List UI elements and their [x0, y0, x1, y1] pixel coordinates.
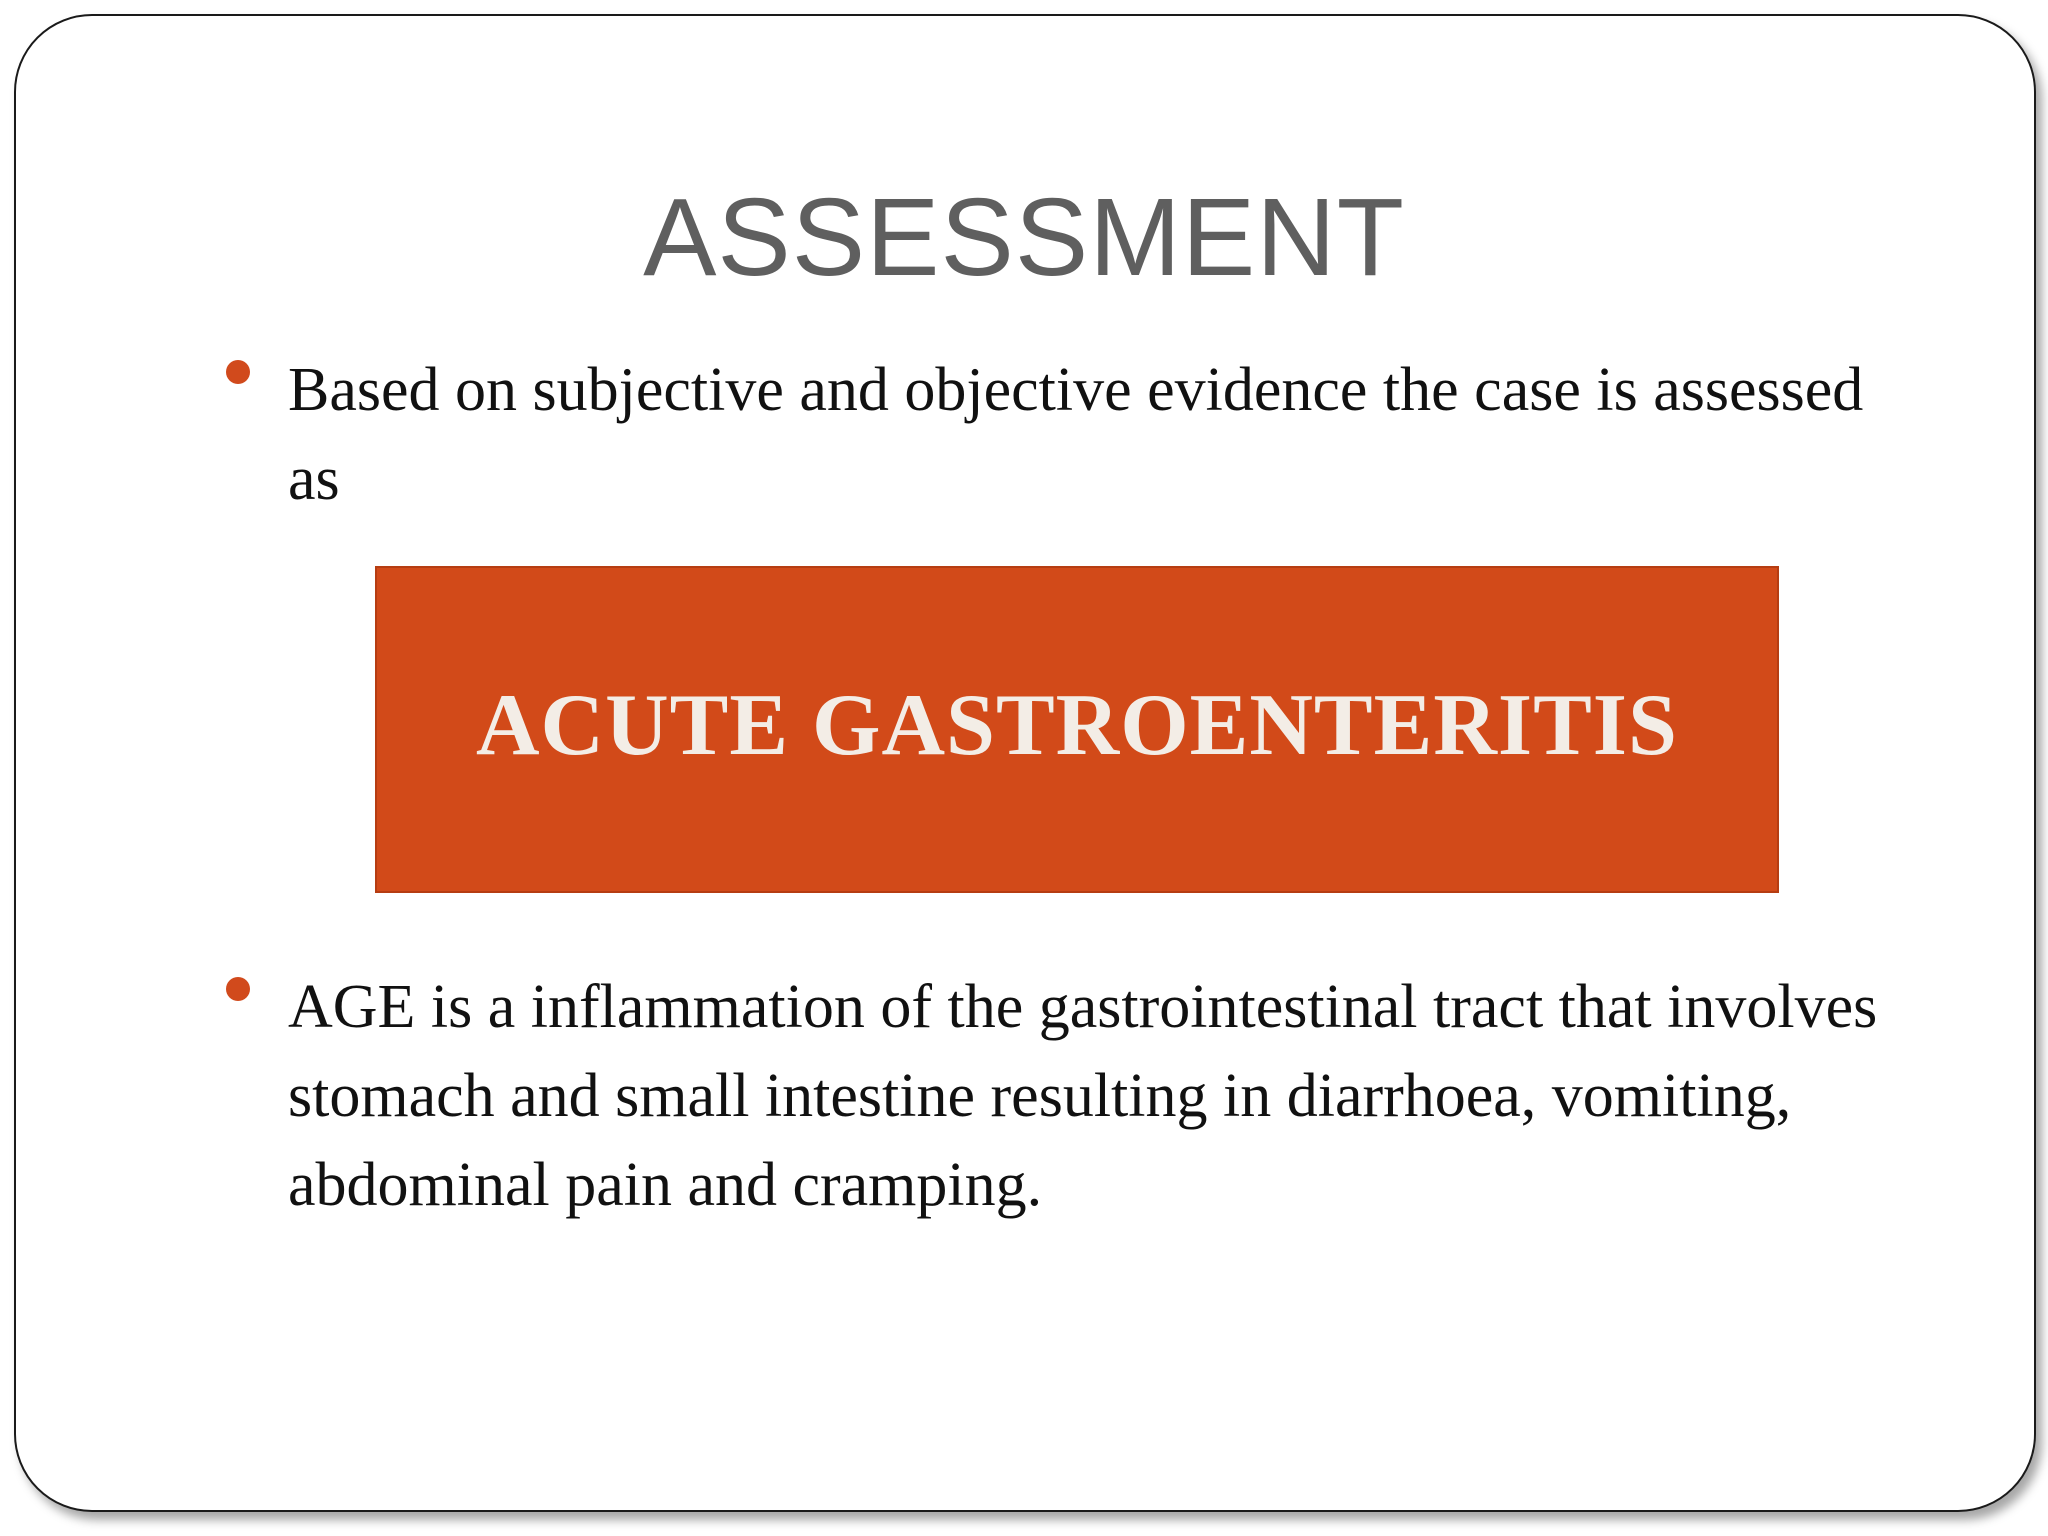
bullet-item — [226, 346, 1906, 524]
bullet-text: AGE is a inflammation of the gastrointestinal tract that involves stomach and small intestine resulting in diarrhoea, vomiting, abdominal pain and cramping. — [288, 973, 1878, 1219]
diagnosis-text: ACUTE GASTROENTERITIS — [476, 677, 1678, 774]
diagnosis-callout — [375, 566, 1779, 893]
slide-title: ASSESSMENT — [643, 176, 1405, 299]
bullet-text: Based on subjective and objective evidence the case is assessed as — [288, 356, 1864, 513]
bullet-dot-icon — [226, 977, 250, 1001]
bullet-dot-icon — [226, 360, 250, 384]
bullet-item — [226, 963, 1906, 1230]
